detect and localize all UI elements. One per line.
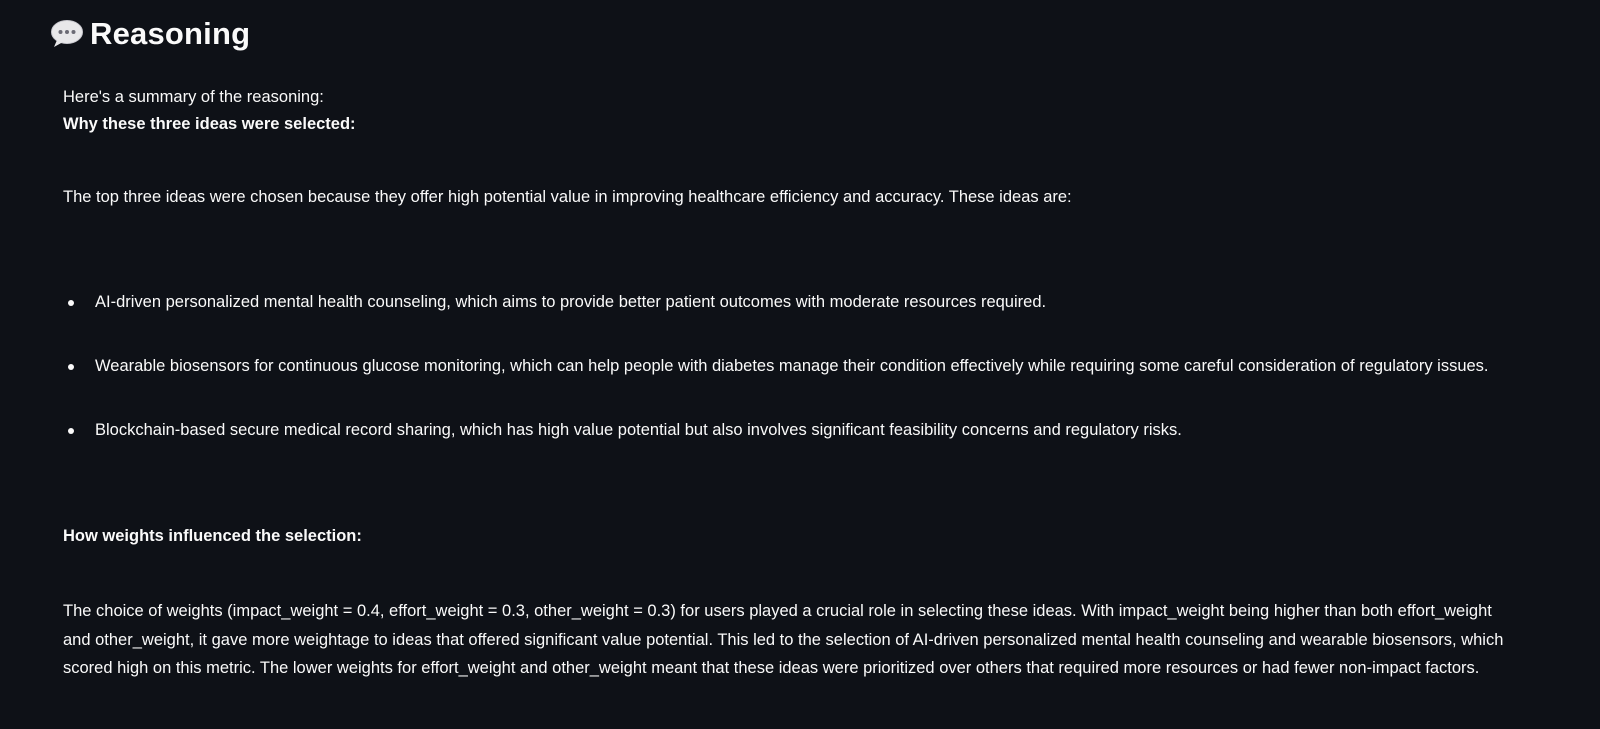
why-heading: Why these three ideas were selected: (63, 115, 356, 133)
list-item-text: Wearable biosensors for continuous glucose monitoring, which can help people with diabetes manage their condition effectively while requiring some careful consideration of regulatory issues. (95, 357, 1489, 375)
weights-paragraph (63, 597, 1533, 683)
bullet-icon (68, 364, 74, 370)
paragraph-line: and other_weight, it gave more weightage to ideas that offered significant value potential. This led to the selection of AI-driven personalized mental health counseling and wearable biosensors, which (63, 630, 1504, 649)
intro-text: Here's a summary of the reasoning: (63, 88, 324, 106)
list-item-text: Blockchain-based secure medical record sharing, which has high value potential but also involves significant feasibility concerns and regulatory risks. (95, 421, 1182, 439)
page-title: Reasoning (90, 16, 251, 51)
paragraph-line: The choice of weights (impact_weight = 0.4, effort_weight = 0.3, other_weight = 0.3) for users played a crucial role in selecting these ideas. With impact_weight being higher than both effort_weight (63, 602, 1492, 620)
bullet-icon (68, 300, 74, 306)
top-ideas-paragraph: The top three ideas were chosen because they offer high potential value in improving healthcare efficiency and accuracy. These ideas are: (63, 188, 1072, 206)
paragraph-line: scored high on this metric. The lower weights for effort_weight and other_weight meant that these ideas were prioritized over others that required more resources or had fewer non-impact factors. (63, 659, 1480, 677)
list-item-text: AI-driven personalized mental health counseling, which aims to provide better patient outcomes with moderate resources required. (95, 293, 1047, 311)
how-heading: How weights influenced the selection: (63, 527, 362, 545)
speech-bubble-icon (50, 19, 84, 49)
section-header (50, 16, 250, 52)
bullet-icon (68, 428, 74, 434)
